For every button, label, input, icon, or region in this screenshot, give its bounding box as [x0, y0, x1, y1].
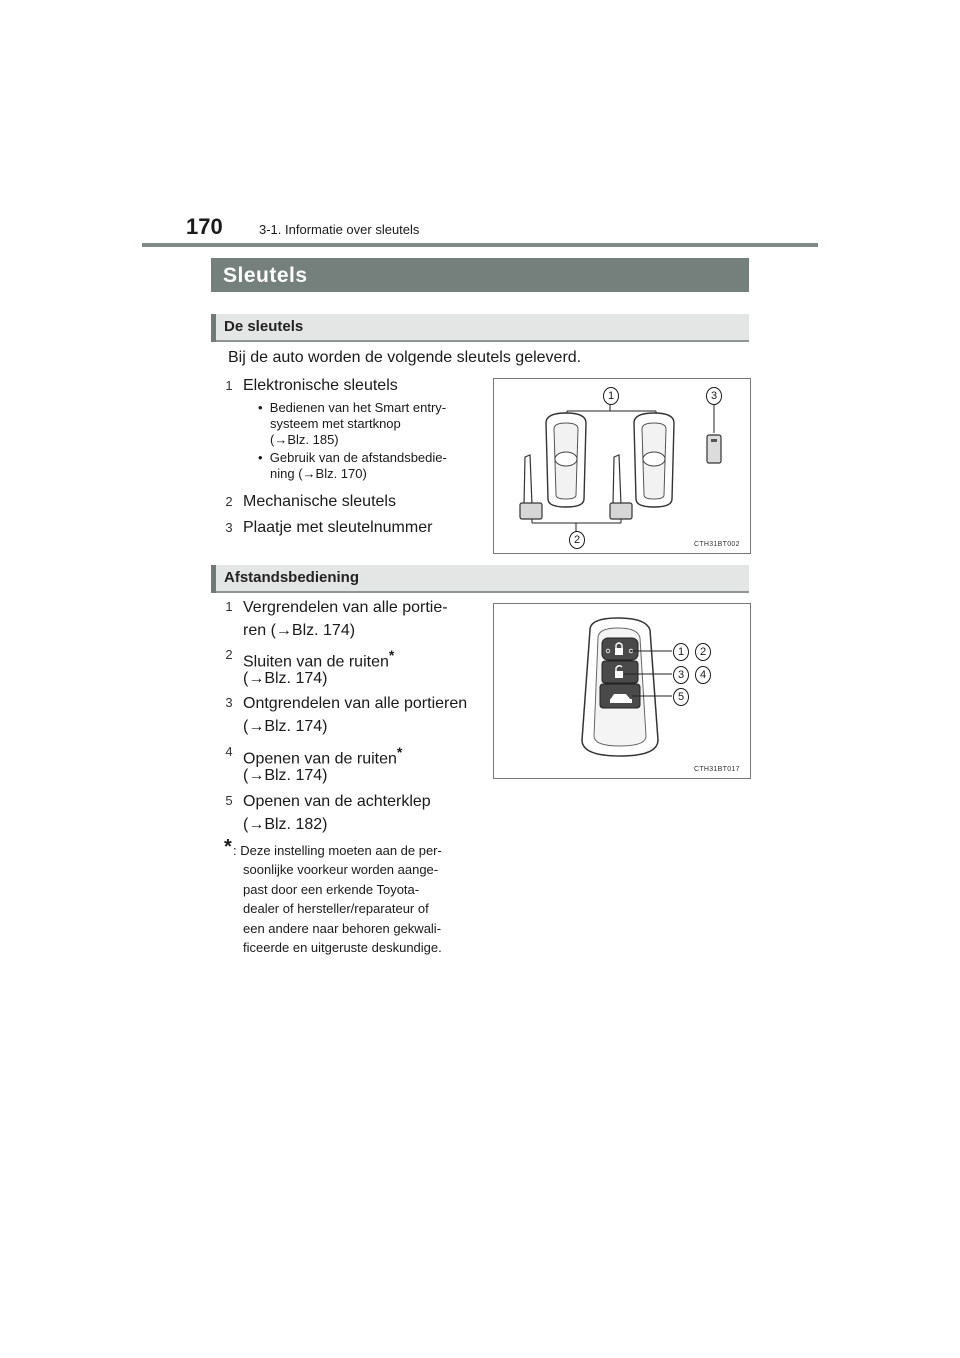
- list-number: 3: [225, 695, 233, 710]
- item-line: (→Blz. 174): [243, 767, 328, 784]
- item-label: Plaatje met sleutelnummer: [243, 519, 433, 536]
- section-heading-label: Afstandsbediening: [224, 569, 360, 586]
- footnote-line: een andere naar behoren gekwali-: [243, 921, 442, 936]
- list-number: 2: [225, 647, 233, 662]
- bullet-continuation: systeem met startknop: [270, 416, 401, 431]
- keys-illustration: [494, 379, 750, 553]
- bullet-item: • Gebruik van de afstandsbedie-: [258, 450, 447, 465]
- remote-illustration: [494, 604, 750, 778]
- footnote-line: dealer of hersteller/reparateur of: [243, 901, 429, 916]
- item-line: ren (→Blz. 174): [243, 622, 356, 639]
- footnote-line: soonlijke voorkeur worden aange-: [243, 862, 439, 877]
- header-divider: [142, 243, 818, 247]
- list-number: 3: [225, 520, 233, 535]
- callout-3: 3: [673, 666, 689, 684]
- item-label: Mechanische sleutels: [243, 493, 396, 510]
- footnote-line: ficeerde en uitgeruste deskundige.: [243, 940, 442, 955]
- item-line: Ontgrendelen van alle portieren: [243, 695, 468, 712]
- figure-code: CTH31BT017: [694, 766, 740, 773]
- list-number: 1: [225, 599, 233, 614]
- item-label: Elektronische sleutels: [243, 377, 398, 394]
- item-line: Sluiten van de ruiten*: [243, 647, 395, 671]
- item-line: Vergrendelen van alle portie-: [243, 599, 448, 616]
- list-number: 5: [225, 793, 233, 808]
- page-number: 170: [186, 214, 223, 239]
- callout-2: 2: [695, 643, 711, 661]
- list-number: 2: [225, 494, 233, 509]
- figure-code: CTH31BT002: [694, 541, 740, 548]
- intro-text: Bij de auto worden de volgende sleutels geleverd.: [228, 349, 582, 366]
- footnote-line: past door een erkende Toyota-: [243, 882, 420, 897]
- section-heading-afstandsbediening: [211, 565, 749, 593]
- callout-2: 2: [569, 531, 585, 549]
- callout-4: 4: [695, 666, 711, 684]
- section-heading-sleutels: [211, 314, 749, 342]
- item-line: (→Blz. 174): [243, 670, 328, 687]
- remote-figure: [493, 603, 751, 779]
- item-line: Openen van de achterklep: [243, 793, 431, 810]
- item-line: (→Blz. 182): [243, 816, 328, 833]
- callout-3: 3: [706, 387, 722, 405]
- bullet-item: • Bedienen van het Smart entry-: [258, 400, 447, 415]
- keys-figure: [493, 378, 751, 554]
- callout-1: 1: [603, 387, 619, 405]
- callout-1: 1: [673, 643, 689, 661]
- section-reference: 3-1. Informatie over sleutels: [259, 222, 420, 237]
- list-number: 1: [225, 378, 233, 393]
- title-bar: [211, 258, 749, 292]
- bullet-continuation: ning (→Blz. 170): [270, 466, 367, 481]
- callout-5: 5: [673, 688, 689, 706]
- list-number: 4: [225, 744, 233, 759]
- footnote-line: : Deze instelling moeten aan de per-: [233, 843, 442, 858]
- section-heading-label: De sleutels: [224, 318, 304, 335]
- page-title: Sleutels: [223, 264, 308, 287]
- item-line: Openen van de ruiten*: [243, 744, 403, 768]
- bullet-continuation: (→Blz. 185): [270, 432, 339, 447]
- footnote-marker: *: [224, 836, 232, 858]
- item-line: (→Blz. 174): [243, 718, 328, 735]
